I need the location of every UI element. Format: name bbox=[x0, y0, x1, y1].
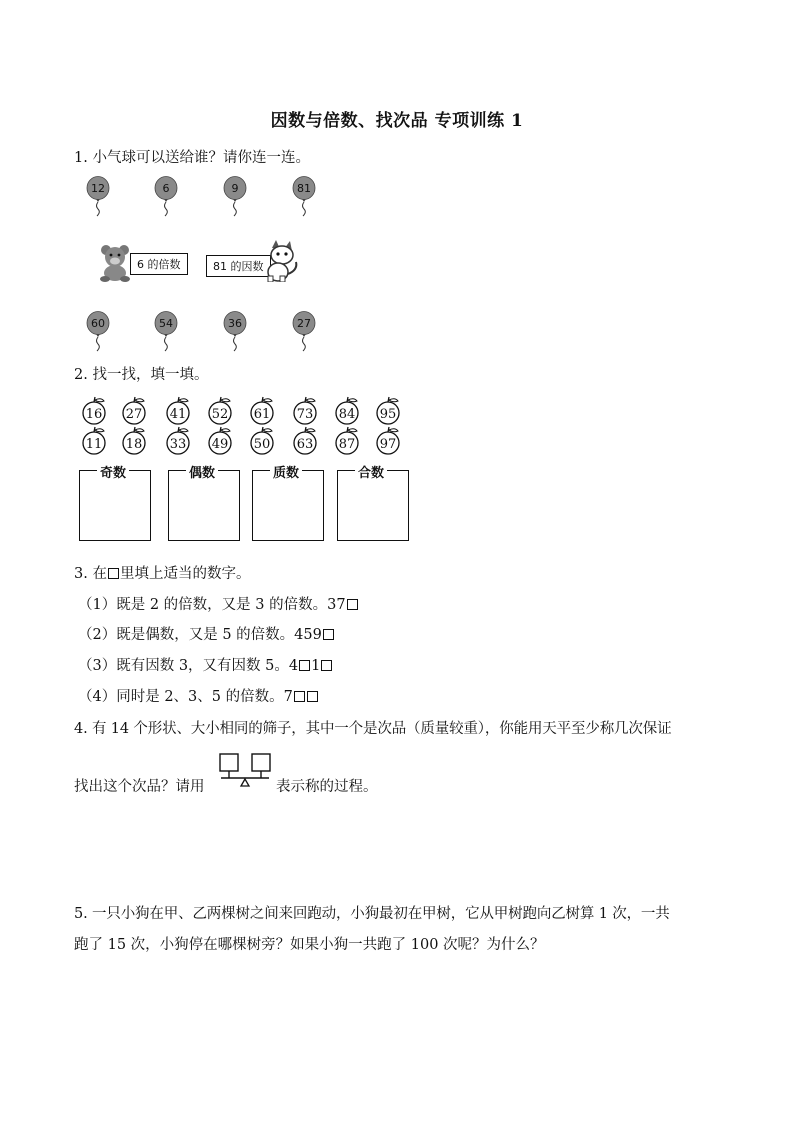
apple-number: 61 bbox=[253, 407, 271, 422]
balloon-number: 54 bbox=[159, 317, 173, 330]
category-label: 合数 bbox=[355, 462, 387, 481]
apple-number: 63 bbox=[296, 437, 314, 452]
balloon-number: 81 bbox=[297, 182, 311, 195]
balloon[interactable] bbox=[222, 176, 248, 220]
apple bbox=[291, 396, 321, 426]
balloon-number: 12 bbox=[91, 182, 105, 195]
answer-box[interactable] bbox=[323, 629, 334, 640]
apple-icon bbox=[120, 396, 150, 426]
balloon-icon bbox=[153, 311, 179, 355]
blank-box bbox=[108, 568, 119, 579]
question-1-text: 1. 小气球可以送给谁？请你连一连。 bbox=[74, 150, 310, 166]
question-4-line-1: 4. 有 14 个形状、大小相同的筛子，其中一个是次品（质量较重），你能用天平至少称几次保证 bbox=[74, 721, 672, 737]
balloon-number: 6 bbox=[162, 182, 170, 195]
balloon[interactable] bbox=[291, 176, 317, 220]
balloon[interactable] bbox=[153, 176, 179, 220]
answer-box[interactable] bbox=[347, 599, 358, 610]
apple-number: 11 bbox=[85, 437, 103, 452]
apple-number: 52 bbox=[211, 407, 229, 422]
apple-icon bbox=[164, 396, 194, 426]
apple-icon bbox=[333, 426, 363, 456]
question-4-line-2-pre: 找出这个次品？请用 bbox=[74, 779, 205, 795]
apple bbox=[80, 396, 110, 426]
apple-icon bbox=[374, 426, 404, 456]
q3-item-2-num: 459 bbox=[294, 627, 322, 643]
q3-item-2 bbox=[78, 623, 335, 644]
answer-box[interactable] bbox=[299, 660, 310, 671]
balloon[interactable] bbox=[85, 311, 111, 355]
apple-number: 16 bbox=[85, 407, 103, 422]
apple bbox=[333, 426, 363, 456]
balloon-icon bbox=[85, 311, 111, 355]
category-label: 偶数 bbox=[186, 462, 218, 481]
balloon-icon bbox=[153, 176, 179, 220]
question-3-text-post: 里填上适当的数字。 bbox=[119, 566, 251, 582]
question-3-text bbox=[74, 562, 250, 583]
question-4-line-2-post: 表示称的过程。 bbox=[276, 779, 378, 795]
balance-scale-icon bbox=[217, 752, 273, 796]
balloon[interactable] bbox=[85, 176, 111, 220]
bear-sign: 6 的倍数 bbox=[130, 253, 188, 275]
q3-item-3-label: （3）既有因数 3，又有因数 5。 bbox=[78, 658, 289, 674]
apple-number: 49 bbox=[211, 437, 229, 452]
q3-item-1-label: （1）既是 2 的倍数，又是 3 的倍数。 bbox=[78, 597, 328, 613]
question-2-text: 2. 找一找，填一填。 bbox=[74, 367, 209, 383]
apple-icon bbox=[206, 396, 236, 426]
apple bbox=[248, 426, 278, 456]
apple bbox=[164, 426, 194, 456]
apple-number: 33 bbox=[169, 437, 187, 452]
balloon-number: 27 bbox=[297, 317, 311, 330]
apple bbox=[206, 396, 236, 426]
question-3-text-pre: 3. 在 bbox=[74, 566, 107, 582]
balloon-number: 36 bbox=[228, 317, 242, 330]
balloon-number: 9 bbox=[231, 182, 239, 195]
question-5-line-2: 跑了 15 次，小狗停在哪棵树旁？如果小狗一共跑了 100 次呢？为什么？ bbox=[74, 937, 545, 953]
cat-illustration bbox=[260, 240, 300, 286]
apple-icon bbox=[120, 426, 150, 456]
q3-item-1 bbox=[78, 593, 359, 614]
apple-number: 50 bbox=[253, 437, 271, 452]
apple-icon bbox=[291, 426, 321, 456]
apple-icon bbox=[291, 396, 321, 426]
question-5-line-1: 5. 一只小狗在甲、乙两棵树之间来回跑动，小狗最初在甲树，它从甲树跑向乙树算 1 次，一共 bbox=[74, 906, 670, 922]
apple bbox=[374, 396, 404, 426]
apple-number: 41 bbox=[169, 407, 187, 422]
apple-icon bbox=[248, 426, 278, 456]
apple bbox=[206, 426, 236, 456]
apple-number: 18 bbox=[125, 437, 143, 452]
balloon[interactable] bbox=[291, 311, 317, 355]
q3-item-4-num: 7 bbox=[283, 689, 293, 705]
q3-item-1-num: 37 bbox=[327, 597, 346, 613]
apple bbox=[291, 426, 321, 456]
apple-number: 84 bbox=[338, 407, 356, 422]
balloon[interactable] bbox=[222, 311, 248, 355]
apple bbox=[120, 396, 150, 426]
balloon-icon bbox=[222, 176, 248, 220]
apple bbox=[374, 426, 404, 456]
apple-number: 87 bbox=[338, 437, 356, 452]
category-label: 质数 bbox=[270, 462, 302, 481]
q3-item-2-label: （2）既是偶数，又是 5 的倍数。 bbox=[78, 627, 295, 643]
category-label: 奇数 bbox=[97, 462, 129, 481]
q3-item-3 bbox=[78, 654, 333, 675]
balloon-icon bbox=[291, 311, 317, 355]
apple-icon bbox=[374, 396, 404, 426]
apple-icon bbox=[248, 396, 278, 426]
apple-icon bbox=[80, 426, 110, 456]
balloon-icon bbox=[85, 176, 111, 220]
cat-icon bbox=[260, 240, 300, 282]
apple-number: 97 bbox=[379, 437, 397, 452]
balloon[interactable] bbox=[153, 311, 179, 355]
cat-sign: 81 的因数 bbox=[206, 255, 271, 277]
answer-box[interactable] bbox=[307, 691, 318, 702]
apple bbox=[120, 426, 150, 456]
apple bbox=[80, 426, 110, 456]
q3-item-3-num-a: 4 bbox=[288, 658, 299, 674]
page-title: 因数与倍数、找次品 专项训练 1 bbox=[270, 111, 524, 131]
q3-item-4 bbox=[78, 685, 319, 706]
q3-item-3-num-b: 1 bbox=[311, 658, 321, 674]
answer-box[interactable] bbox=[321, 660, 332, 671]
answer-box[interactable] bbox=[294, 691, 305, 702]
apple bbox=[333, 396, 363, 426]
q3-item-4-label: （4）同时是 2、3、5 的倍数。 bbox=[78, 689, 284, 705]
apple-icon bbox=[333, 396, 363, 426]
balloon-number: 60 bbox=[91, 317, 105, 330]
apple-number: 27 bbox=[125, 407, 143, 422]
apple-icon bbox=[164, 426, 194, 456]
balloon-icon bbox=[291, 176, 317, 220]
apple-number: 95 bbox=[379, 407, 397, 422]
apple-icon bbox=[206, 426, 236, 456]
apple bbox=[164, 396, 194, 426]
balloon-icon bbox=[222, 311, 248, 355]
apple-icon bbox=[80, 396, 110, 426]
apple bbox=[248, 396, 278, 426]
apple-number: 73 bbox=[296, 407, 314, 422]
